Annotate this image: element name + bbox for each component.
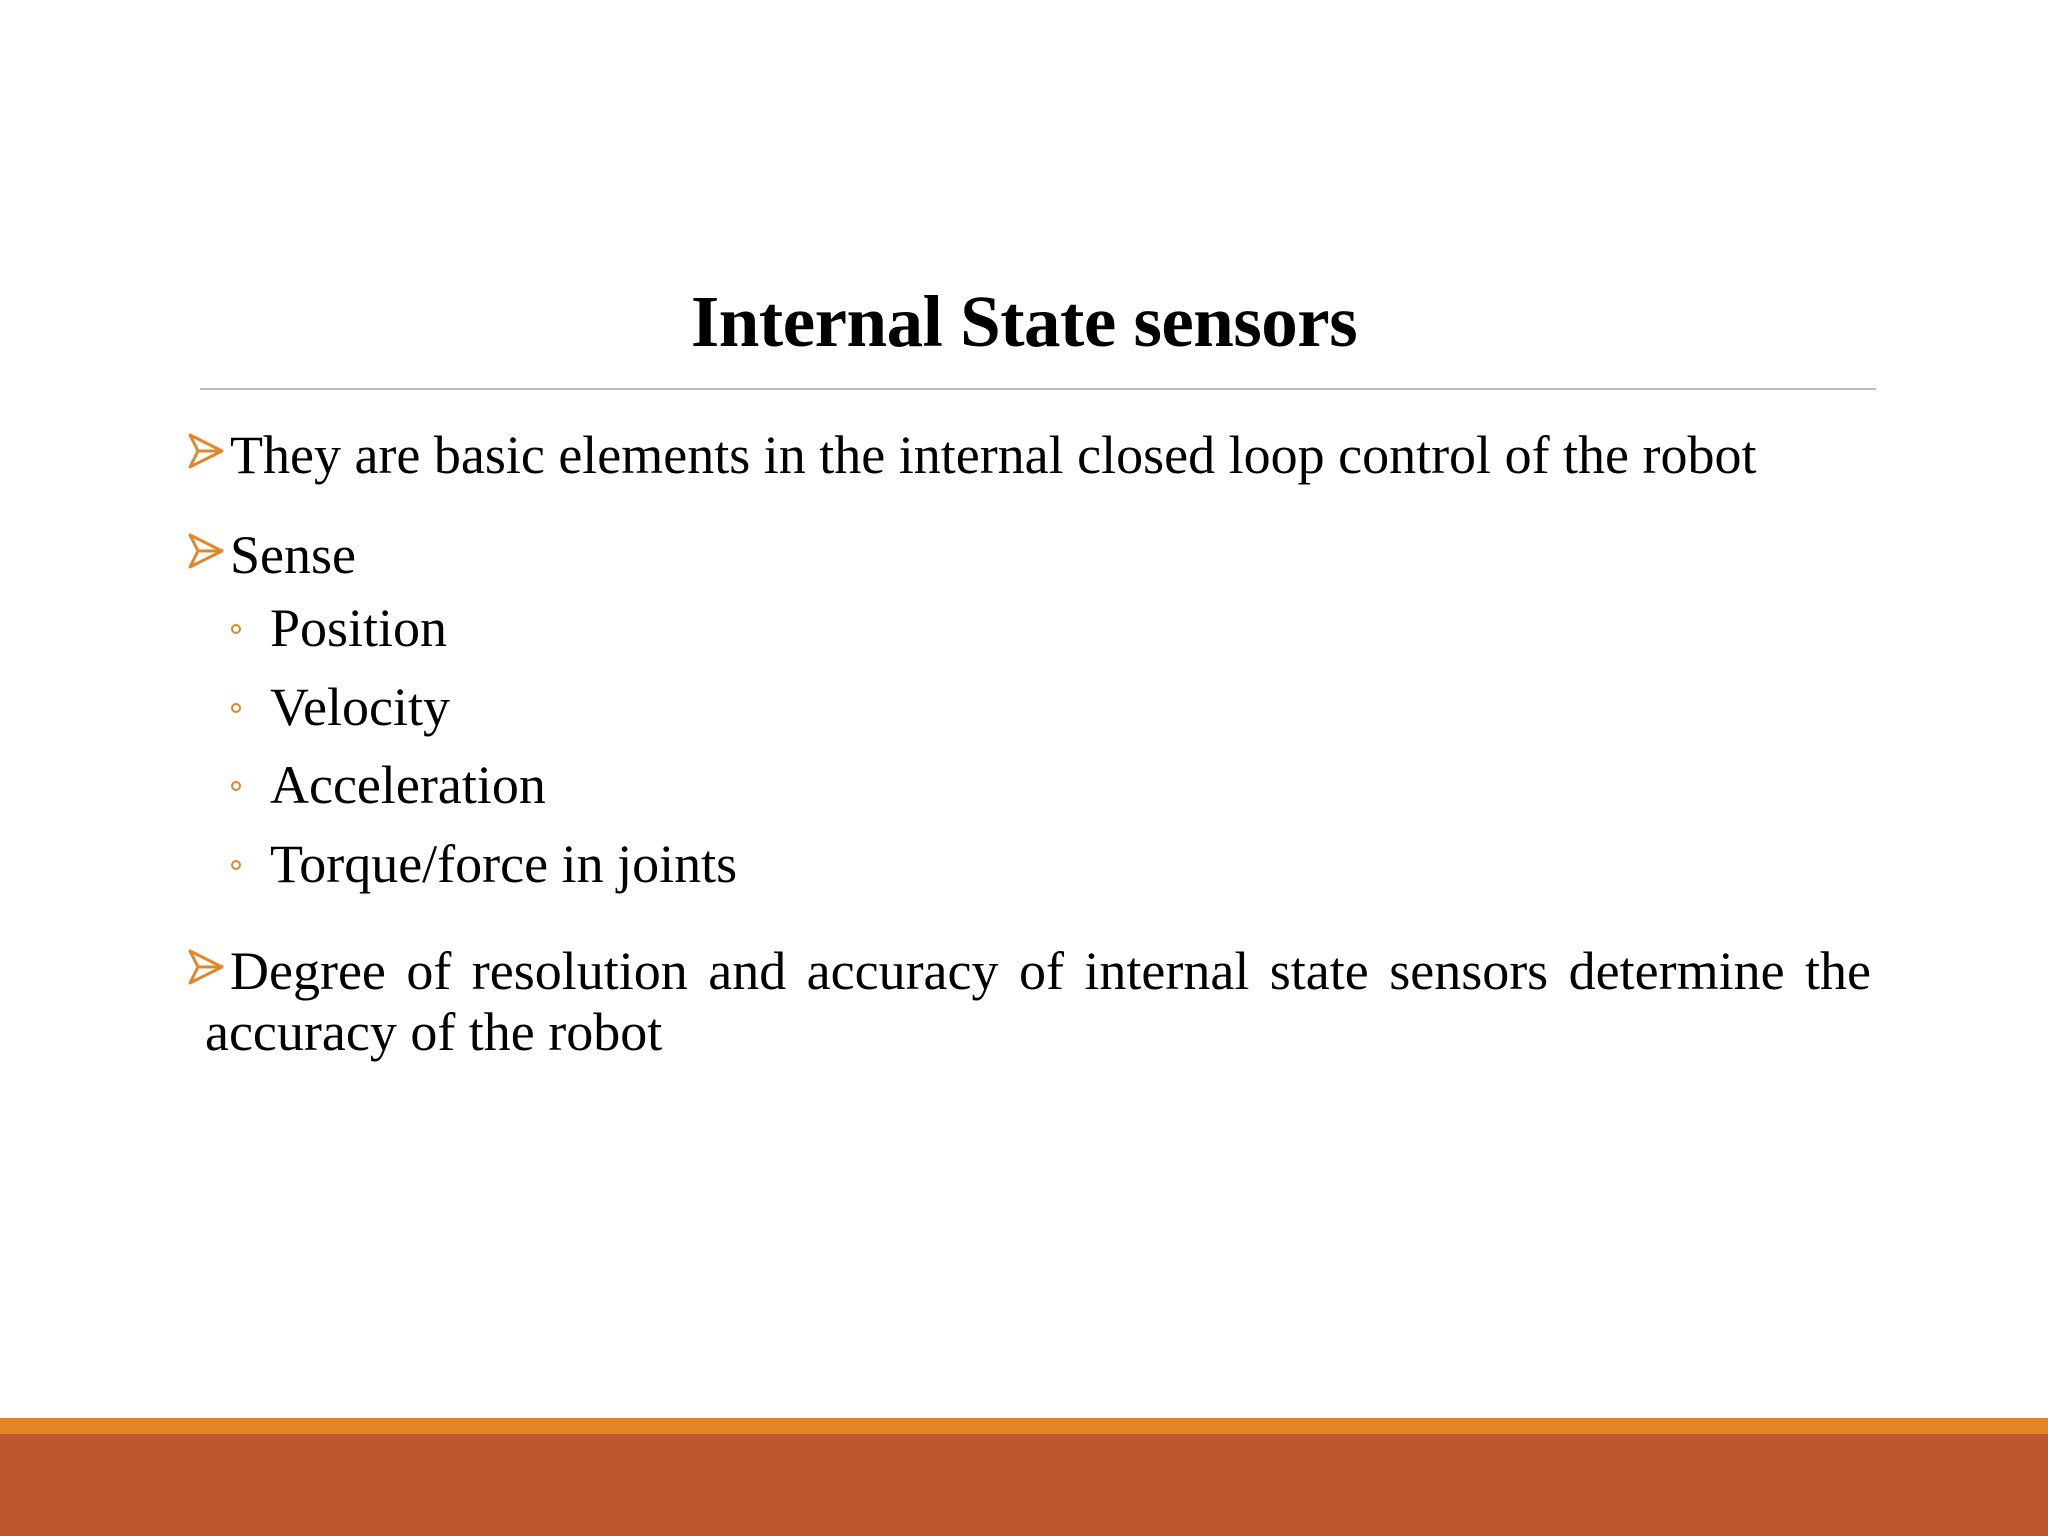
bullet-text: Sense <box>230 525 356 585</box>
sub-bullet-text: Position <box>270 598 448 658</box>
footer-accent-stripe <box>0 1418 2048 1434</box>
bullet-text: Degree of resolution and accuracy of internal state sensors determine the accuracy of the robot <box>205 941 1871 1062</box>
sub-bullet-text: Torque/force in joints <box>270 834 738 894</box>
sub-bullet-text: Velocity <box>270 677 450 737</box>
bullet-text: They are basic elements in the internal closed loop control of the robot <box>230 425 1757 485</box>
circle-bullet-icon <box>231 860 241 870</box>
arrow-bullet-icon <box>186 529 226 569</box>
circle-bullet-icon <box>231 781 241 791</box>
arrow-bullet-icon <box>186 429 226 469</box>
footer-bar <box>0 1434 2048 1536</box>
circle-bullet-icon <box>231 703 241 713</box>
slide-title: Internal State sensors <box>690 281 1358 362</box>
sub-bullet-text: Acceleration <box>270 755 546 815</box>
circle-bullet-icon <box>231 624 241 634</box>
